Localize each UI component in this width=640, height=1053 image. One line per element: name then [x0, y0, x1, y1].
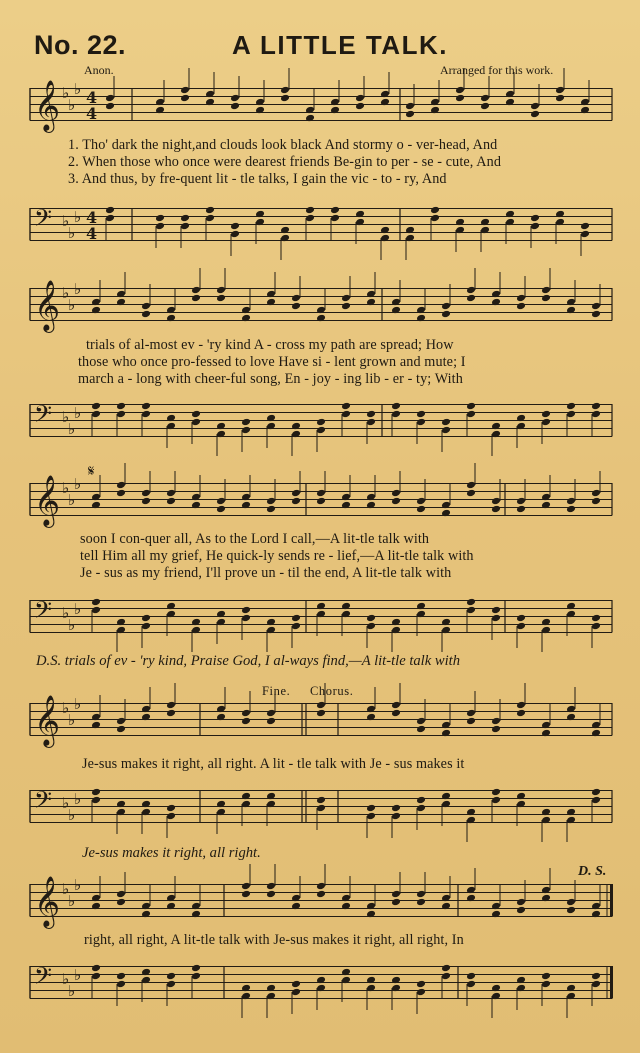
bass-staff-4 — [0, 786, 640, 824]
verse-1-line-2: trials of al-most ev - 'ry kind A - cross my path are spread; How — [86, 337, 454, 353]
svg-text:♭: ♭ — [68, 806, 76, 824]
svg-text:♭: ♭ — [74, 475, 82, 493]
treble-staff-2 — [0, 280, 640, 331]
svg-text:♭: ♭ — [74, 876, 82, 894]
svg-text:𝄞: 𝄞 — [34, 876, 61, 927]
svg-text:♭: ♭ — [62, 699, 70, 717]
svg-text:♭: ♭ — [68, 982, 76, 1000]
svg-text:♭: ♭ — [62, 84, 70, 102]
svg-text:♭: ♭ — [62, 408, 70, 426]
svg-text:𝄢: 𝄢 — [34, 400, 53, 433]
ds-lyric-line: D.S. trials of ev - 'ry kind, Praise God, I al-ways find,—A lit-tle talk with — [36, 653, 461, 669]
svg-text:♭: ♭ — [68, 711, 76, 729]
svg-text:♭: ♭ — [74, 404, 82, 422]
svg-text:4: 4 — [86, 224, 98, 243]
svg-text:♭: ♭ — [68, 296, 76, 314]
treble-staff-5 — [0, 876, 640, 927]
treble-staff-4 — [0, 695, 640, 746]
bass-staff-1 — [0, 204, 640, 243]
svg-text:♭: ♭ — [68, 892, 76, 910]
svg-text:𝄢: 𝄢 — [34, 596, 53, 629]
bass-chorus-lyric: Je-sus makes it right, all right. — [82, 845, 261, 861]
svg-text:♭: ♭ — [62, 604, 70, 622]
svg-text:♭: ♭ — [74, 966, 82, 984]
verse-2-line-3: tell Him all my grief, He quick-ly sends re - lief,—A lit-tle talk with — [80, 548, 474, 564]
svg-text:𝄞: 𝄞 — [34, 80, 61, 131]
verse-3-line-3: Je - sus as my friend, I'll prove un - til the end, A lit-tle talk with — [80, 565, 452, 581]
svg-text:♭: ♭ — [68, 96, 76, 114]
svg-text:♭: ♭ — [68, 420, 76, 438]
svg-text:♭: ♭ — [74, 790, 82, 808]
verse-3-line-1: 3. And thus, by fre-quent lit - tle talks, I gain the vic - to - ry, And — [68, 171, 447, 187]
treble-staff-1 — [0, 80, 640, 131]
verse-1-line-3: soon I con-quer all, As to the Lord I call,—A lit-tle talk with — [80, 531, 430, 547]
segno-mark: 𝄋 — [88, 464, 96, 480]
svg-text:𝄢: 𝄢 — [34, 786, 53, 819]
treble-staff-3 — [0, 475, 640, 526]
svg-text:♭: ♭ — [62, 212, 70, 230]
verse-2-line-1: 2. When those who once were dearest friends Be-gin to per - se - cute, And — [68, 154, 502, 170]
chorus-mark: Chorus. — [310, 684, 354, 698]
svg-text:♭: ♭ — [62, 479, 70, 497]
hymn-title: A LITTLE TALK. — [232, 30, 448, 60]
svg-text:4: 4 — [86, 88, 98, 107]
arranger-credit: Arranged for this work. — [440, 63, 554, 77]
chorus-line-1: Je-sus makes it right, all right. A lit - tle talk with Je - sus makes it — [82, 756, 465, 772]
bass-staff-5 — [0, 962, 640, 1000]
svg-text:4: 4 — [86, 104, 98, 123]
svg-text:𝄢: 𝄢 — [34, 204, 53, 237]
svg-text:♭: ♭ — [68, 616, 76, 634]
verse-2-line-2: those who once pro-fessed to love Have si - lent grown and mute; I — [78, 354, 466, 370]
svg-text:♭: ♭ — [74, 208, 82, 226]
chorus-line-2: right, all right, A lit-tle talk with Je-sus makes it right, all right, In — [84, 932, 464, 948]
svg-text:4: 4 — [86, 208, 98, 227]
verse-1-line-1: 1. Tho' dark the night,and clouds look black And stormy o - ver-head, And — [68, 137, 498, 153]
svg-text:♭: ♭ — [68, 491, 76, 509]
svg-text:♭: ♭ — [62, 880, 70, 898]
svg-text:𝄢: 𝄢 — [34, 962, 53, 995]
bass-staff-3 — [0, 596, 640, 634]
svg-text:♭: ♭ — [62, 284, 70, 302]
hymn-number: No. 22. — [34, 30, 127, 60]
verse-3-line-2: march a - long with cheer-ful song, En - joy - ing lib - er - ty; With — [78, 371, 463, 387]
svg-text:♭: ♭ — [62, 970, 70, 988]
svg-text:♭: ♭ — [74, 695, 82, 713]
svg-text:♭: ♭ — [74, 280, 82, 298]
ds-mark: D. S. — [578, 864, 607, 879]
svg-text:𝄞: 𝄞 — [34, 280, 61, 331]
svg-text:𝄞: 𝄞 — [34, 695, 61, 746]
svg-text:♭: ♭ — [62, 794, 70, 812]
bass-staff-2 — [0, 400, 640, 438]
svg-text:♭: ♭ — [74, 600, 82, 618]
author-credit: Anon. — [84, 63, 114, 77]
svg-text:♭: ♭ — [74, 80, 82, 98]
svg-text:𝄞: 𝄞 — [34, 475, 61, 526]
svg-text:♭: ♭ — [68, 224, 76, 242]
fine-mark: Fine. — [262, 684, 291, 698]
